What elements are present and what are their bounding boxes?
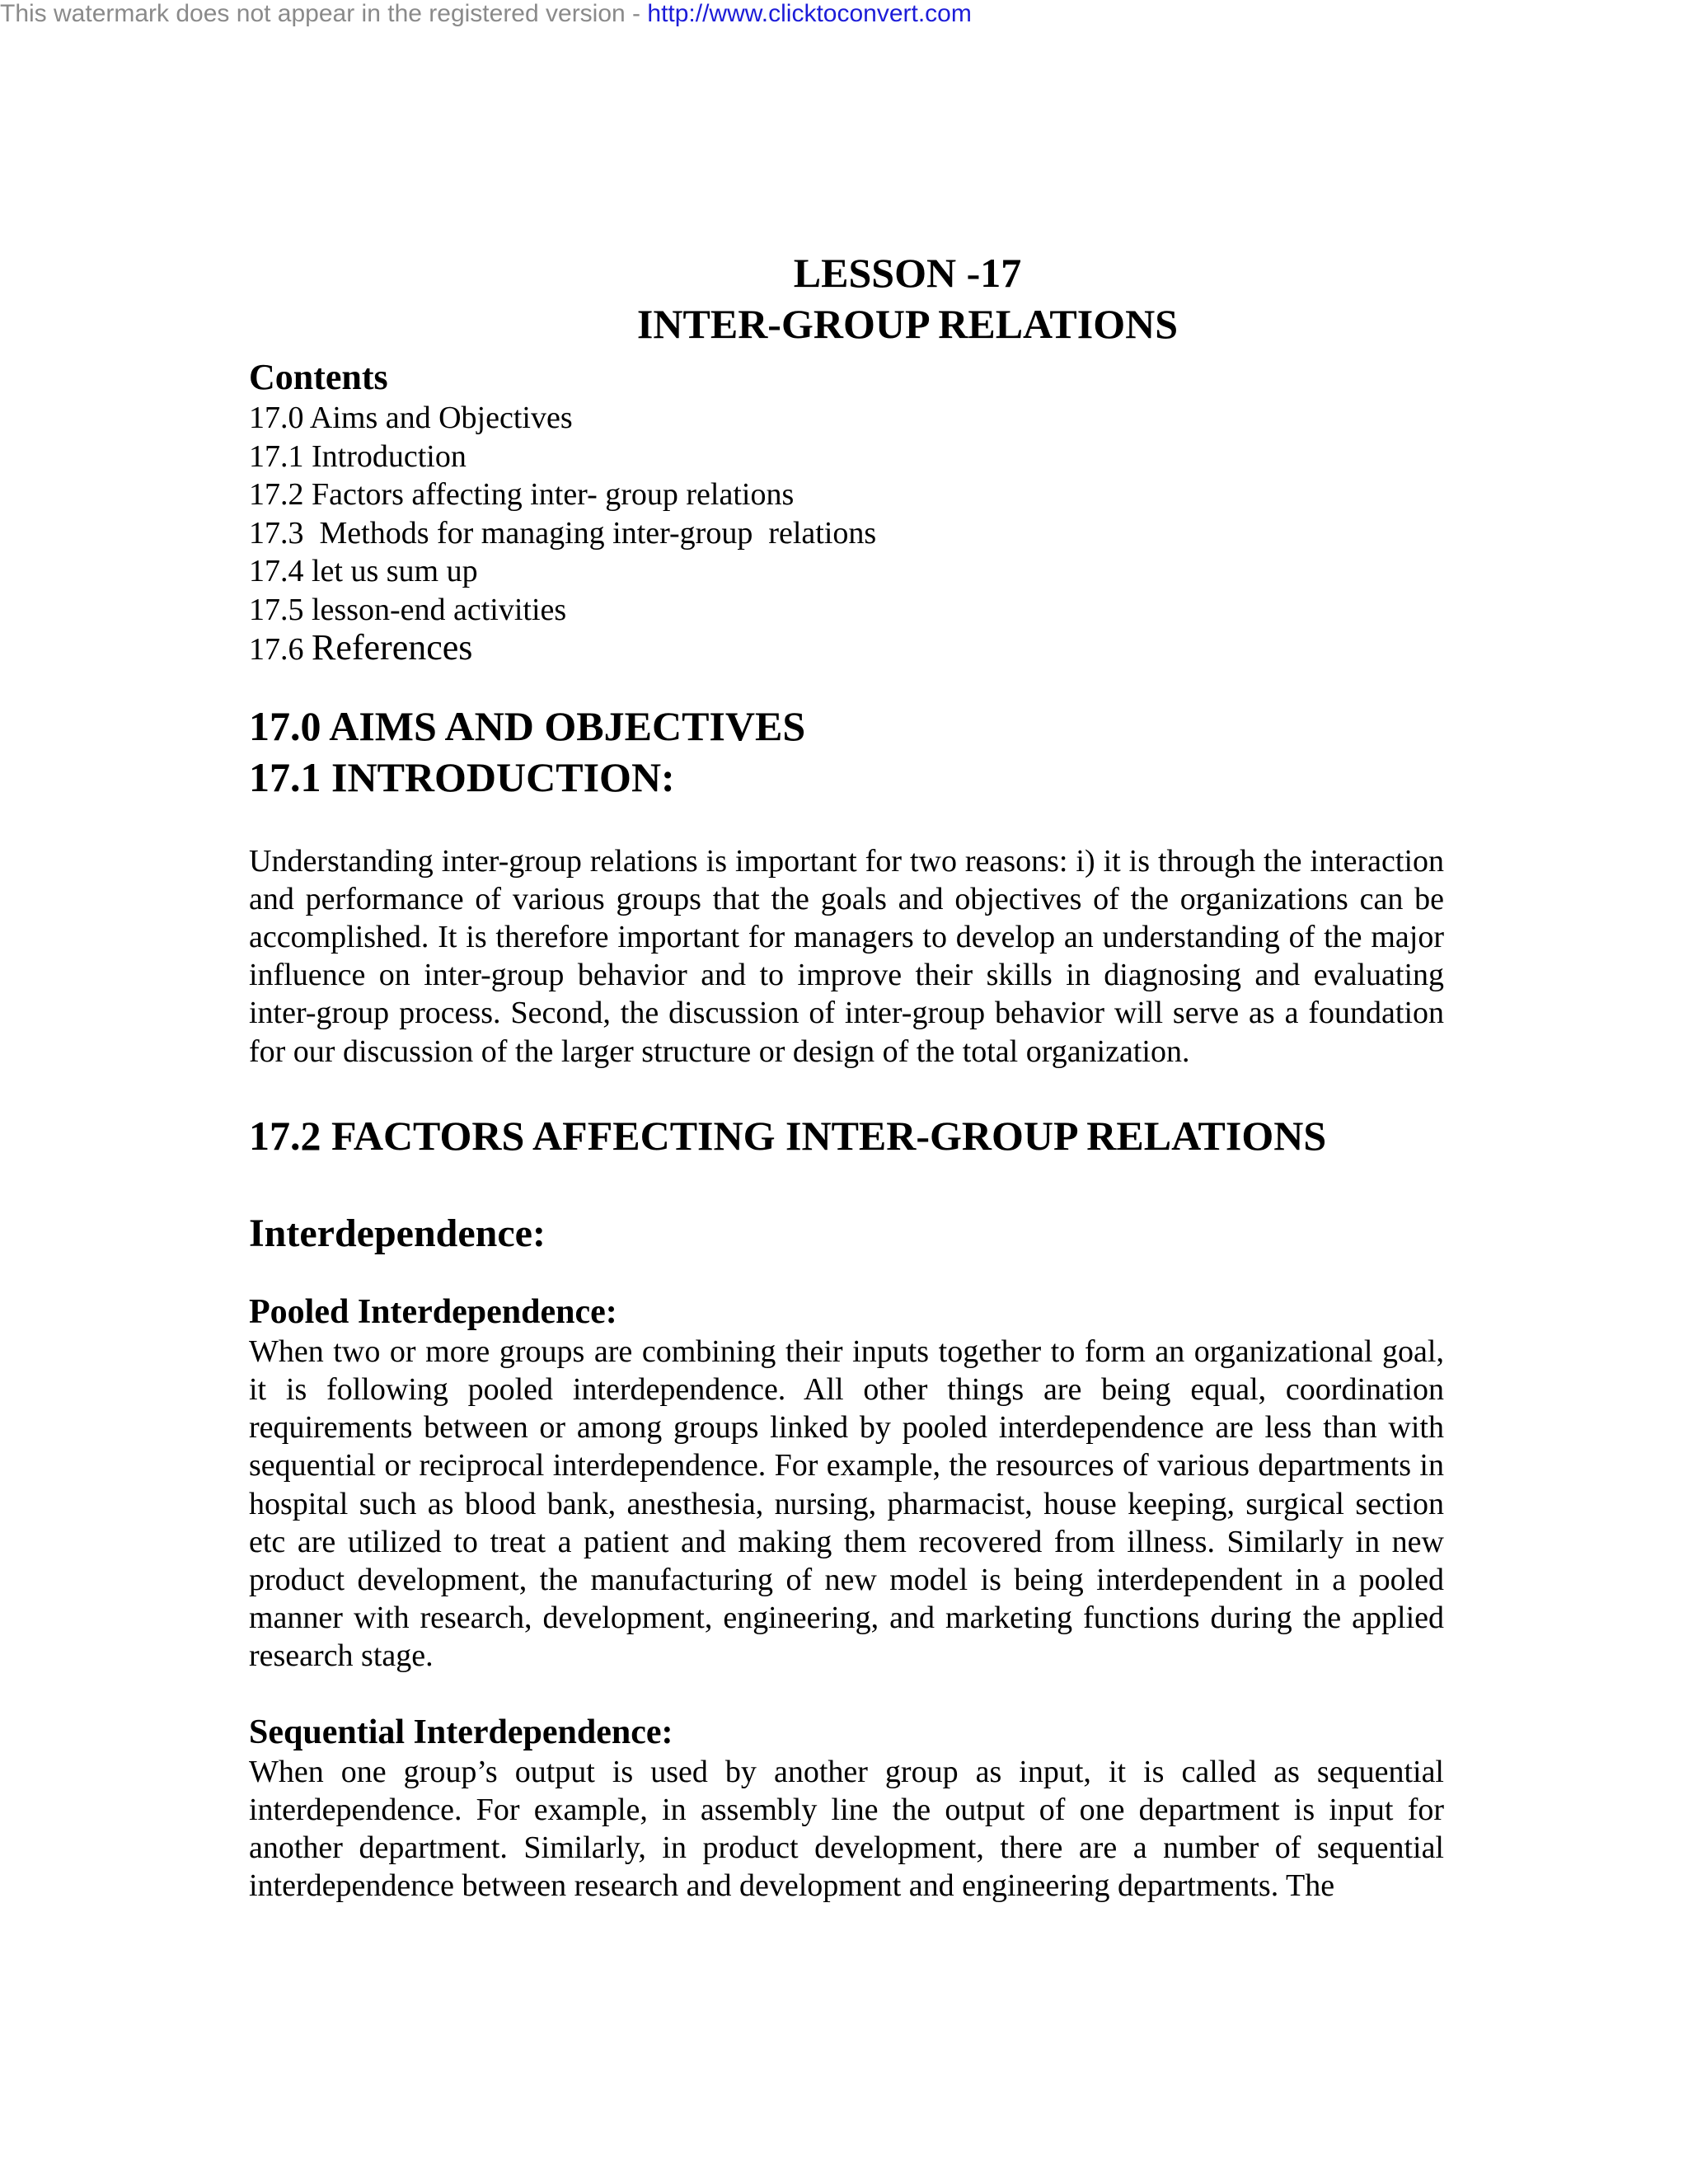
- watermark-text: This watermark does not appear in the registered version -: [0, 0, 648, 27]
- contents-item: [249, 629, 1444, 669]
- aims-heading: 17.0 AIMS AND OBJECTIVES: [249, 702, 806, 749]
- factors-heading: 17.2 FACTORS AFFECTING INTER-GROUP RELATIONS: [249, 1112, 1327, 1159]
- contents-item: 17.3 Methods for managing inter-group relations: [249, 515, 877, 551]
- contents-heading: Contents: [249, 357, 388, 397]
- interdependence-heading: Interdependence:: [249, 1211, 546, 1255]
- contents-item: 17.4 let us sum up: [249, 554, 478, 588]
- intro-section: [249, 701, 1444, 1071]
- factors-section: [249, 1110, 1444, 1905]
- pooled-interdependence-paragraph: When two or more groups are combining their inputs together to form an organizational goal, it is following pooled interdependence. All other things are being equal, coordination requirements between or among groups linked by pooled interdependence are less than with sequential or reciprocal interdependence. For example, the resources of various departments in hospital such as blood bank, anesthesia, nursing, pharmacist, house keeping, surgical section etc are utilized to treat a patient and making them recovered from illness. Similarly in new product development, the manufacturing of new model is being interdependent in a pooled manner with research, development, engineering, and marketing functions during the applied research stage.: [249, 1333, 1444, 1674]
- pooled-interdependence-heading: Pooled Interdependence:: [249, 1292, 617, 1331]
- watermark-banner: [0, 0, 972, 28]
- contents-item: 17.2 Factors affecting inter- group relations: [249, 477, 795, 512]
- lesson-number: LESSON -17: [793, 250, 1022, 296]
- contents-list: [249, 399, 1444, 669]
- contents-item: 17.0 Aims and Objectives: [249, 401, 573, 435]
- lesson-title: INTER-GROUP RELATIONS: [636, 301, 1179, 347]
- introduction-heading: 17.1 INTRODUCTION:: [249, 753, 675, 800]
- contents-item: 17.1 Introduction: [249, 438, 467, 474]
- contents-item: 17.5 lesson-end activities: [249, 592, 567, 627]
- introduction-paragraph: Understanding inter-group relations is important for two reasons: i) it is through the interaction and performance of various groups that the goals and objectives of the organizations can be accomplished. It is therefore important for managers to develop an understanding of the major influence on inter-group behavior and to improve their skills in diagnosing and evaluating inter-group process. Second, the discussion of inter-group behavior will serve as a foundation for our discussion of the larger structure or design of the total organization.: [249, 843, 1444, 1069]
- document-page: [249, 247, 1444, 1905]
- watermark-link[interactable]: http://www.clicktoconvert.com: [647, 0, 972, 27]
- contents-item-label: References: [312, 627, 473, 668]
- sequential-interdependence-heading: Sequential Interdependence:: [249, 1713, 673, 1751]
- sequential-interdependence-paragraph: When one group’s output is used by another group as input, it is called as sequential interdependence. For example, in assembly line the output of one department is input for another department. Similarly, in product development, there are a number of sequential interdependence between research and development and engineering departments. The: [249, 1754, 1444, 1904]
- contents-item-number: 17.6: [249, 632, 312, 667]
